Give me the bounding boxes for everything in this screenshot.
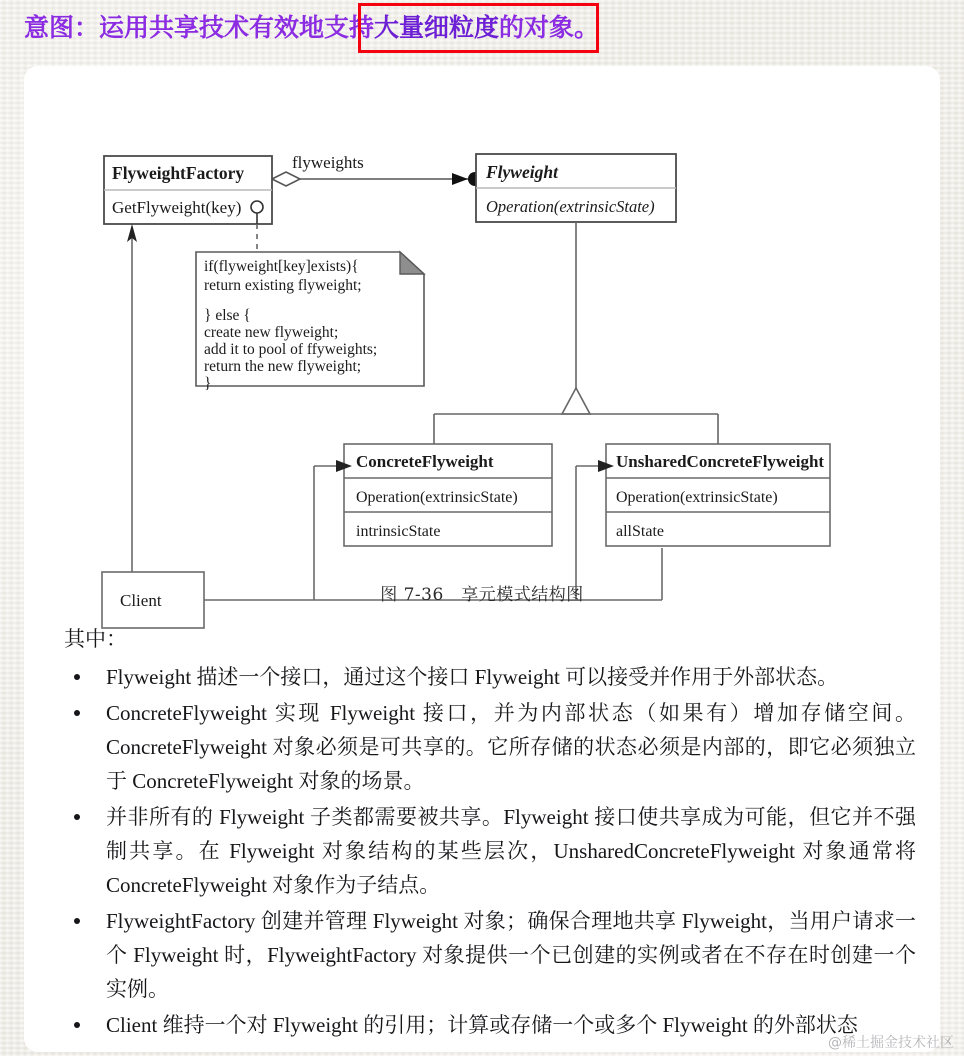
bullet-dot-icon [74, 710, 80, 716]
content-card [24, 66, 940, 1052]
class-flyweightfactory-operation: GetFlyweight(key) [112, 198, 242, 217]
note-line-6: return the new flyweight; [204, 358, 362, 375]
note-line-5: add it to pool of ffyweights; [204, 341, 378, 358]
bullet-dot-icon [74, 674, 80, 680]
note-line-1: return existing flyweight; [204, 277, 362, 294]
class-flyweight-operation: Operation(extrinsicState) [486, 197, 655, 216]
class-unsharedconcreteflyweight-operation: Operation(extrinsicState) [616, 489, 778, 506]
bullet-dot-icon [74, 1022, 80, 1028]
class-concreteflyweight-operation: Operation(extrinsicState) [356, 489, 518, 506]
class-flyweightfactory-name: FlyweightFactory [112, 163, 245, 183]
bullet-dot-icon [74, 814, 80, 820]
list-item-text: 并非所有的 Flyweight 子类都需要被共享。Flyweight 接口使共享成为可能，但它并不强制共享。在 Flyweight 对象结构的某些层次，UnsharedConcreteFlyweight 对象通常将 ConcreteFlyweight 对象作为子结点。 [106, 805, 916, 897]
intent-heading-highlight: 大量细粒度 [374, 13, 500, 42]
bullet-dot-icon [74, 918, 80, 924]
list-item [64, 1008, 916, 1042]
class-concreteflyweight-name: ConcreteFlyweight [356, 452, 494, 471]
list-item [64, 660, 916, 694]
association-label: flyweights [292, 153, 364, 172]
class-unsharedconcreteflyweight-attribute: allState [616, 523, 664, 540]
body-lead: 其中： [64, 627, 127, 651]
note-line-0: if(flyweight[key]exists){ [204, 258, 359, 275]
list-item [64, 904, 916, 1006]
list-item-text: Flyweight 描述一个接口，通过这个接口 Flyweight 可以接受并作用于外部状态。 [106, 665, 839, 689]
body-text [64, 622, 916, 1044]
list-item-text: ConcreteFlyweight 实现 Flyweight 接口，并为内部状态（如果有）增加存储空间。ConcreteFlyweight 对象必须是可共享的。它所存储的状态必须是内部的，即它必须独立于 ConcreteFlyweight 对象的场景。 [106, 701, 916, 793]
intent-heading [24, 8, 599, 48]
class-unsharedconcreteflyweight-name: UnsharedConcreteFlyweight [616, 452, 825, 471]
bullet-list [64, 660, 916, 1042]
watermark: @稀土掘金技术社区 [828, 1035, 954, 1051]
figure-caption: 图 7-36 享元模式结构图 [380, 585, 584, 605]
note-line-4: create new flyweight; [204, 324, 339, 341]
list-item [64, 800, 916, 902]
class-client-name: Client [120, 591, 162, 610]
intent-heading-after: 的对象。 [499, 13, 600, 42]
header-banner [0, 0, 964, 62]
intent-heading-before: 意图：运用共享技术有效地支持 [24, 13, 375, 42]
note-line-7: } [204, 375, 212, 392]
list-item-text: Client 维持一个对 Flyweight 的引用；计算或存储一个或多个 Flyweight 的外部状态 [106, 1013, 858, 1037]
class-concreteflyweight-attribute: intrinsicState [356, 523, 441, 540]
note-line-3: } else { [204, 307, 251, 324]
list-item-text: FlyweightFactory 创建并管理 Flyweight 对象；确保合理地共享 Flyweight，当用户请求一个 Flyweight 时，FlyweightFactory 对象提供一个已创建的实例或者在不存在时创建一个实例。 [106, 909, 916, 1001]
list-item [64, 696, 916, 798]
class-flyweight-name: Flyweight [486, 162, 558, 182]
